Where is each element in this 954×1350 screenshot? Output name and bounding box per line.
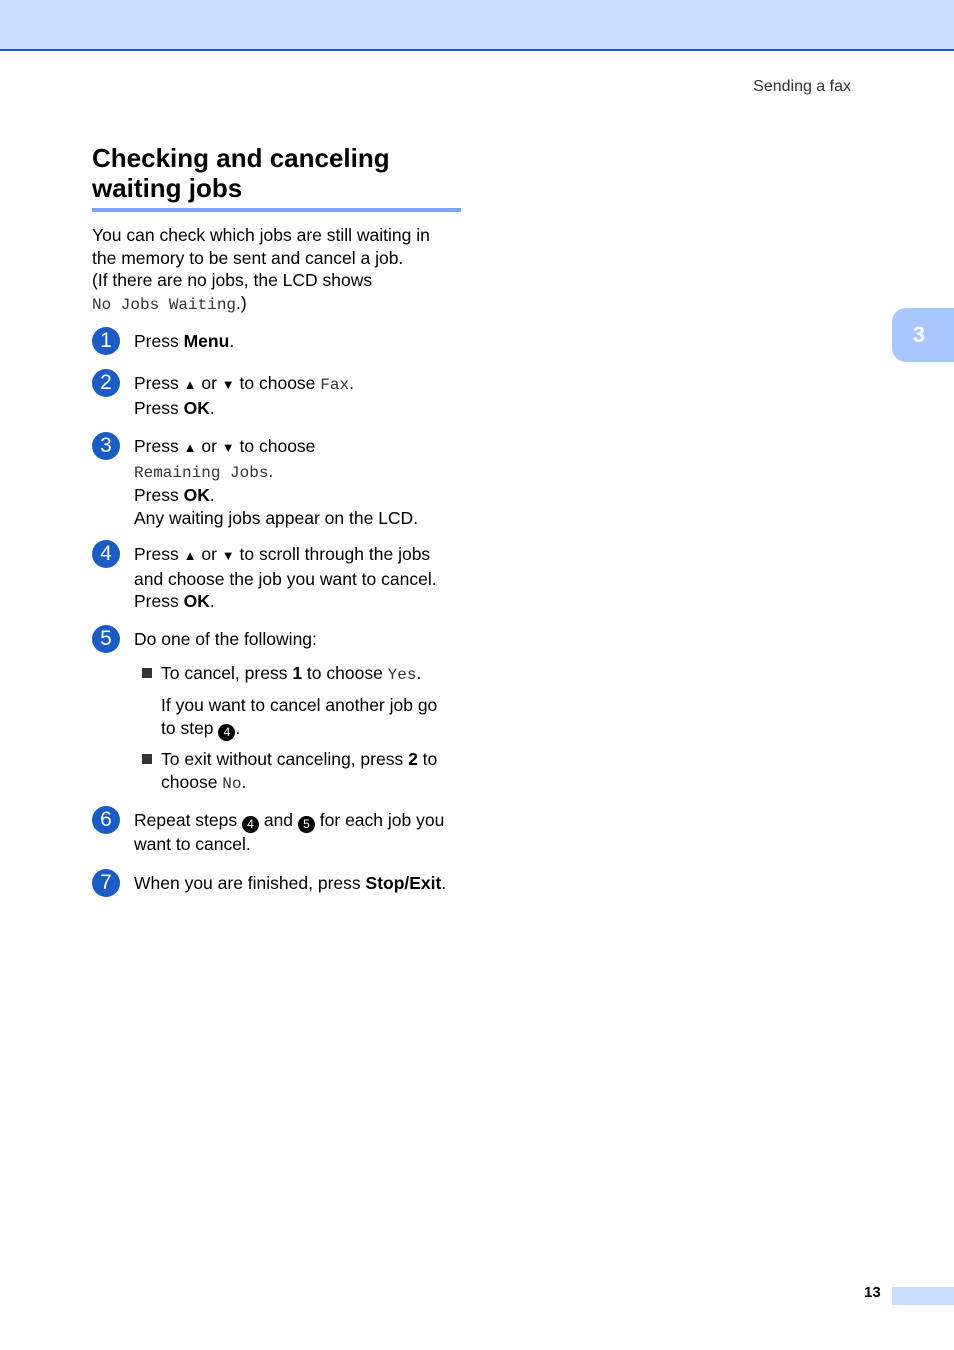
punct: . (209, 397, 215, 418)
step-text (134, 330, 474, 353)
key-name: OK (183, 397, 210, 418)
heading-line2: waiting jobs (92, 173, 243, 203)
punct: . (349, 373, 354, 393)
lcd-text: Fax (320, 376, 350, 394)
step-press: Press (134, 331, 184, 351)
option-mid: to choose (302, 663, 388, 683)
step-press: Press (134, 485, 184, 505)
punct: . (416, 663, 422, 683)
down-arrow-icon: ▼ (221, 377, 235, 392)
square-bullet-icon (142, 754, 152, 764)
top-header-band (0, 0, 954, 51)
punct: . (229, 331, 235, 351)
key-name: 2 (408, 749, 418, 769)
intro-line: (If there are no jobs, the LCD shows (92, 270, 373, 290)
note-line: If you want to cancel another job go (161, 695, 438, 715)
step-number-badge: 1 (92, 327, 120, 355)
step-number-badge: 4 (92, 540, 120, 568)
key-name: OK (183, 485, 210, 505)
up-arrow-icon: ▲ (183, 440, 197, 455)
step-text (134, 543, 474, 613)
punct: . (235, 717, 241, 738)
step-press: Press (134, 591, 184, 611)
option-cancel-note (161, 694, 491, 741)
intro-paragraph (92, 224, 472, 316)
punct: . (441, 873, 447, 893)
step-number-badge: 2 (92, 369, 120, 397)
heading-underline (92, 208, 461, 212)
step-press: Press (134, 544, 184, 564)
step-number-badge: 7 (92, 869, 120, 897)
step-text (134, 372, 474, 419)
heading-line1: Checking and canceling (92, 143, 390, 173)
option-line: choose (161, 771, 223, 792)
step-press: Press (134, 436, 184, 456)
step-number-badge: 6 (92, 806, 120, 834)
step-text (134, 872, 474, 895)
or-text: or (196, 436, 222, 456)
footer-bar (892, 1287, 954, 1305)
step-text: Do one of the following: (134, 629, 317, 649)
step-reference-icon: 4 (218, 724, 235, 741)
chapter-tab: 3 (892, 308, 954, 362)
option-pre: To exit without canceling, press (161, 749, 409, 769)
intro-line: the memory to be sent and cancel a job. (92, 247, 404, 268)
step-pre: Repeat steps (134, 810, 242, 830)
section-heading (92, 143, 461, 203)
step-number-badge: 3 (92, 432, 120, 460)
option-text (161, 748, 437, 795)
step-text (134, 809, 474, 856)
punct: . (268, 460, 274, 481)
intro-line: You can check which jobs are still waiting in (92, 225, 430, 245)
lcd-text: No (222, 774, 242, 793)
step-press: Press (134, 397, 184, 418)
step-line: to scroll through the jobs (234, 544, 431, 564)
up-arrow-icon: ▲ (183, 548, 197, 563)
running-header: Sending a fax (753, 78, 851, 95)
step-pre: When you are finished, press (134, 873, 366, 893)
step-press: Press (134, 373, 184, 393)
option-mid: to (417, 749, 438, 769)
step-note: Any waiting jobs appear on the LCD. (134, 507, 419, 528)
choose-text: to choose (234, 373, 321, 393)
step-text (134, 435, 474, 529)
punct: . (209, 591, 215, 611)
up-arrow-icon: ▲ (183, 377, 197, 392)
option-text (161, 662, 421, 687)
square-bullet-icon (142, 668, 152, 678)
step-number-badge: 5 (92, 625, 120, 653)
punct: . (241, 771, 247, 792)
note-line: to step (161, 717, 219, 738)
step-line: want to cancel. (134, 834, 251, 854)
down-arrow-icon: ▼ (221, 440, 235, 455)
choose-text: to choose (234, 436, 316, 456)
page-number: 13 (864, 1284, 881, 1301)
lcd-text: No Jobs Waiting (92, 295, 237, 314)
or-text: or (196, 373, 222, 393)
step-line: and choose the job you want to cancel. (134, 568, 437, 589)
down-arrow-icon: ▼ (221, 548, 235, 563)
and-text: and (258, 810, 298, 830)
lcd-text: Yes (387, 666, 417, 684)
key-name: Menu (183, 331, 230, 351)
key-name: 1 (292, 663, 303, 683)
key-name: OK (183, 591, 210, 611)
option-pre: To cancel, press (161, 663, 293, 683)
step-post: for each job you (314, 810, 445, 830)
key-name: Stop/Exit (365, 873, 442, 893)
or-text: or (196, 544, 222, 564)
lcd-text: Remaining Jobs (134, 463, 269, 482)
punct: . (209, 485, 215, 505)
step-reference-icon: 4 (242, 816, 259, 833)
step-reference-icon: 5 (298, 816, 315, 833)
intro-line-end: .) (236, 292, 247, 313)
